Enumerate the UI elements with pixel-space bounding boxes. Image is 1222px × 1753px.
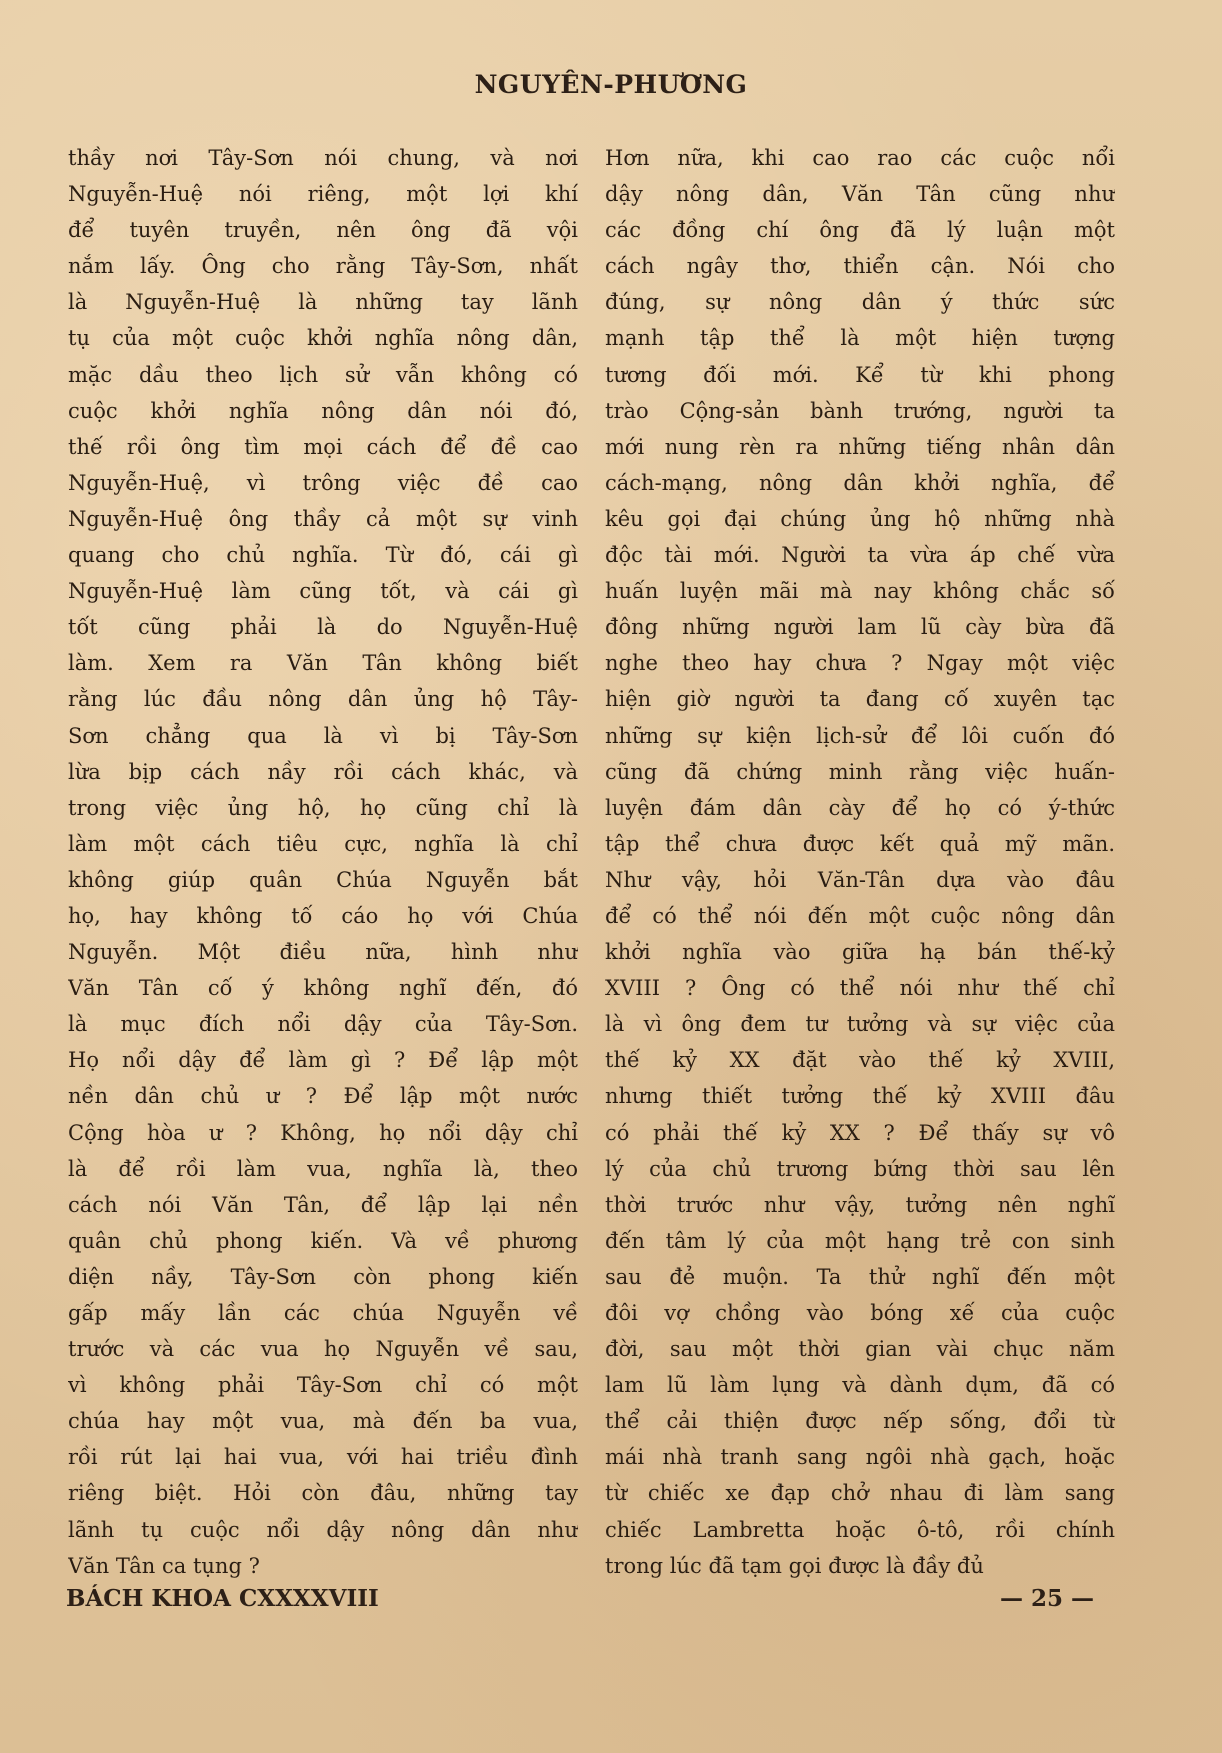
text-line: quân chủ phong kiến. Và về phương [68, 1228, 578, 1253]
text-line: Văn Tân ca tụng ? [68, 1553, 260, 1578]
text-line: cách ngây thơ, thiển cận. Nói cho [605, 254, 1115, 279]
right-column [605, 140, 1115, 1584]
text-line: Nguyễn. Một điều nữa, hình như [68, 940, 578, 965]
text-line: mạnh tập thể là một hiện tượng [605, 326, 1115, 351]
text-line: lý của chủ trương bứng thời sau lên [605, 1156, 1115, 1181]
text-line: vì không phải Tây-Sơn chỉ có một [68, 1373, 578, 1398]
text-line: đúng, sự nông dân ý thức sức [605, 290, 1115, 315]
text-line: riêng biệt. Hỏi còn đâu, những tay [68, 1481, 578, 1506]
text-line: trào Cộng-sản bành trướng, người ta [605, 398, 1115, 423]
text-line: là Nguyễn-Huệ là những tay lãnh [68, 290, 578, 315]
text-line: lãnh tụ cuộc nổi dậy nông dân như [68, 1517, 578, 1542]
text-line: trong lúc đã tạm gọi được là đầy đủ [605, 1553, 984, 1578]
text-line: từ chiếc xe đạp chở nhau đi làm sang [605, 1481, 1115, 1506]
text-line: làm một cách tiêu cực, nghĩa là chỉ [68, 831, 578, 856]
text-line: rồi rút lại hai vua, với hai triều đình [68, 1445, 578, 1470]
page-number: — 25 — [1000, 1585, 1095, 1612]
text-line: đông những người lam lũ cày bừa đã [605, 615, 1115, 640]
text-line: để tuyên truyền, nên ông đã vội [68, 218, 578, 243]
text-line: Nguyễn-Huệ, vì trông việc đề cao [68, 470, 578, 495]
journal-footer: BÁCH KHOA CXXXXVIII [66, 1585, 379, 1612]
text-line: sau đẻ muộn. Ta thử nghĩ đến một [605, 1264, 1115, 1289]
text-line: thế kỷ XX đặt vào thế kỷ XVIII, [605, 1048, 1115, 1073]
text-line: làm. Xem ra Văn Tân không biết [68, 651, 578, 676]
text-line: đời, sau một thời gian vài chục năm [605, 1337, 1115, 1362]
text-line: dậy nông dân, Văn Tân cũng như [605, 182, 1115, 207]
text-line: lam lũ làm lụng và dành dụm, đã có [605, 1373, 1115, 1398]
text-line: Nguyễn-Huệ ông thầy cả một sự vinh [68, 506, 578, 531]
text-line: thầy nơi Tây-Sơn nói chung, và nơi [68, 146, 578, 170]
text-line: nghe theo hay chưa ? Ngay một việc [605, 651, 1115, 676]
text-line: rằng lúc đầu nông dân ủng hộ Tây- [68, 687, 578, 712]
text-line: quang cho chủ nghĩa. Từ đó, cái gì [68, 543, 578, 568]
text-line: hiện giờ người ta đang cố xuyên tạc [605, 687, 1115, 712]
text-line: lừa bịp cách nầy rồi cách khác, và [68, 759, 578, 784]
text-line: trước và các vua họ Nguyễn về sau, [68, 1337, 578, 1362]
text-line: không giúp quân Chúa Nguyễn bắt [68, 867, 578, 892]
text-line: Cộng hòa ư ? Không, họ nổi dậy chỉ [68, 1120, 578, 1145]
text-line: cũng đã chứng minh rằng việc huấn- [605, 759, 1115, 784]
text-line: là mục đích nổi dậy của Tây-Sơn. [68, 1012, 578, 1037]
text-line: chúa hay một vua, mà đến ba vua, [68, 1409, 578, 1434]
text-line: là để rồi làm vua, nghĩa là, theo [68, 1156, 578, 1181]
text-line: trong việc ủng hộ, họ cũng chỉ là [68, 795, 578, 820]
text-line: kêu gọi đại chúng ủng hộ những nhà [605, 506, 1115, 531]
text-line: những sự kiện lịch-sử để lôi cuốn đó [605, 723, 1115, 748]
text-line: diện nầy, Tây-Sơn còn phong kiến [68, 1264, 578, 1289]
text-line: thể cải thiện được nếp sống, đổi từ [605, 1409, 1115, 1434]
text-line: nhưng thiết tưởng thế kỷ XVIII đâu [605, 1084, 1115, 1109]
text-line: Sơn chẳng qua là vì bị Tây-Sơn [68, 723, 578, 748]
text-line: để có thể nói đến một cuộc nông dân [605, 903, 1115, 928]
text-line: đến tâm lý của một hạng trẻ con sinh [605, 1228, 1115, 1253]
text-line: tụ của một cuộc khởi nghĩa nông dân, [68, 326, 578, 351]
text-line: nền dân chủ ư ? Để lập một nước [68, 1084, 578, 1109]
text-line: tốt cũng phải là do Nguyễn-Huệ [68, 615, 578, 640]
text-line: thế rồi ông tìm mọi cách để đề cao [68, 434, 578, 459]
text-line: họ, hay không tố cáo họ với Chúa [68, 903, 578, 928]
text-line: mới nung rèn ra những tiếng nhân dân [605, 434, 1115, 459]
text-line: thời trước như vậy, tưởng nên nghĩ [605, 1192, 1115, 1217]
text-line: có phải thế kỷ XX ? Để thấy sự vô [605, 1120, 1115, 1145]
text-line: gấp mấy lần các chúa Nguyễn về [68, 1301, 578, 1325]
text-line: tương đối mới. Kể từ khi phong [605, 362, 1115, 387]
text-line: Hơn nữa, khi cao rao các cuộc nổi [605, 146, 1115, 170]
text-line: đôi vợ chồng vào bóng xế của cuộc [605, 1301, 1115, 1325]
left-column [68, 140, 578, 1584]
text-line: tập thể chưa được kết quả mỹ mãn. [605, 831, 1115, 856]
text-line: mái nhà tranh sang ngôi nhà gạch, hoặc [605, 1445, 1115, 1470]
text-line: Nguyễn-Huệ làm cũng tốt, và cái gì [68, 579, 578, 604]
text-line: Nguyễn-Huệ nói riêng, một lợi khí [68, 182, 578, 207]
text-line: Văn Tân cố ý không nghĩ đến, đó [68, 976, 578, 1001]
text-line: mặc dầu theo lịch sử vẫn không có [68, 362, 578, 387]
text-line: cuộc khởi nghĩa nông dân nói đó, [68, 398, 578, 423]
text-line: khởi nghĩa vào giữa hạ bán thế-kỷ [605, 940, 1115, 965]
text-line: độc tài mới. Người ta vừa áp chế vừa [605, 543, 1115, 568]
text-line: các đồng chí ông đã lý luận một [605, 218, 1115, 243]
text-line: Họ nổi dậy để làm gì ? Để lập một [68, 1048, 578, 1073]
text-line: nắm lấy. Ông cho rằng Tây-Sơn, nhất [68, 254, 578, 279]
text-line: chiếc Lambretta hoặc ô-tô, rồi chính [605, 1517, 1115, 1542]
text-line: Như vậy, hỏi Văn-Tân dựa vào đâu [605, 867, 1115, 892]
running-head: NGUYÊN-PHƯƠNG [474, 70, 748, 99]
text-line: cách nói Văn Tân, để lập lại nền [68, 1192, 578, 1217]
text-line: là vì ông đem tư tưởng và sự việc của [605, 1012, 1115, 1037]
text-line: huấn luyện mãi mà nay không chắc số [605, 579, 1115, 604]
text-line: luyện đám dân cày để họ có ý-thức [605, 795, 1115, 820]
text-line: cách-mạng, nông dân khởi nghĩa, để [605, 470, 1115, 495]
text-line: XVIII ? Ông có thể nói như thế chỉ [605, 976, 1115, 1001]
